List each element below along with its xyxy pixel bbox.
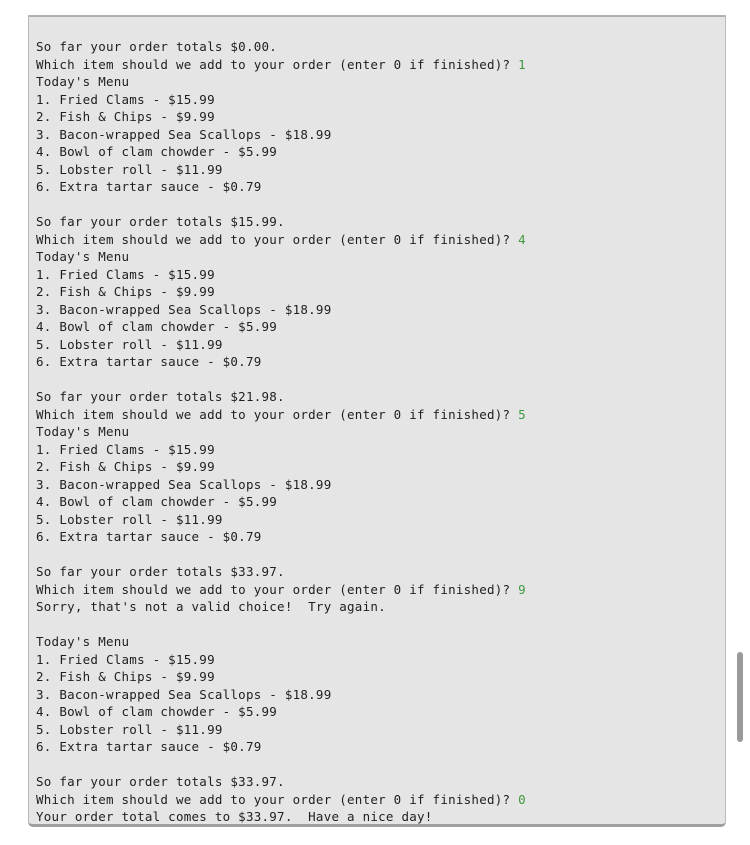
prompt-line	[36, 406, 696, 424]
user-input-value: 1	[518, 56, 526, 72]
output-line: Sorry, that's not a valid choice! Try again.	[36, 599, 386, 614]
output-line: 4. Bowl of clam chowder - $5.99	[36, 494, 278, 509]
output-line: Your order total comes to $33.97. Have a nice day!	[36, 809, 433, 824]
output-line: 2. Fish & Chips - $9.99	[36, 109, 215, 124]
output-line: Today's Menu	[36, 634, 130, 649]
output-line: 2. Fish & Chips - $9.99	[36, 284, 215, 299]
blank-line	[36, 371, 696, 389]
prompt-text: Which item should we add to your order (enter 0 if finished)?	[36, 581, 519, 597]
output-line: 4. Bowl of clam chowder - $5.99	[36, 319, 278, 334]
output-line: 2. Fish & Chips - $9.99	[36, 459, 215, 474]
user-input-value: 9	[518, 581, 526, 597]
output-line: So far your order totals $33.97.	[36, 564, 285, 579]
output-line: 6. Extra tartar sauce - $0.79	[36, 354, 262, 369]
output-line: 1. Fried Clams - $15.99	[36, 651, 215, 667]
prompt-text: Which item should we add to your order (enter 0 if finished)?	[36, 406, 519, 422]
output-line: 3. Bacon-wrapped Sea Scallops - $18.99	[36, 301, 332, 317]
output-line: 1. Fried Clams - $15.99	[36, 91, 215, 107]
scrollbar-thumb[interactable]	[737, 652, 743, 742]
blank-line	[36, 546, 696, 564]
output-line: 5. Lobster roll - $11.99	[36, 336, 223, 352]
output-line: 1. Fried Clams - $15.99	[36, 441, 215, 457]
output-line: So far your order totals $0.00.	[36, 39, 278, 54]
user-input-value: 4	[518, 231, 526, 247]
output-line: So far your order totals $21.98.	[36, 389, 285, 404]
prompt-text: Which item should we add to your order (enter 0 if finished)?	[36, 231, 519, 247]
output-line: 5. Lobster roll - $11.99	[36, 721, 223, 737]
prompt-line	[36, 56, 696, 74]
blank-line	[36, 196, 696, 214]
prompt-line	[36, 791, 696, 809]
blank-line	[36, 756, 696, 774]
output-line: 6. Extra tartar sauce - $0.79	[36, 739, 262, 754]
terminal-output-panel[interactable]	[28, 15, 726, 827]
output-line: 5. Lobster roll - $11.99	[36, 161, 223, 177]
output-line: 5. Lobster roll - $11.99	[36, 511, 223, 527]
output-line: 4. Bowl of clam chowder - $5.99	[36, 144, 278, 159]
output-line: 3. Bacon-wrapped Sea Scallops - $18.99	[36, 476, 332, 492]
user-input-value: 0	[518, 791, 526, 807]
output-line: 3. Bacon-wrapped Sea Scallops - $18.99	[36, 126, 332, 142]
user-input-value: 5	[518, 406, 526, 422]
output-line: 3. Bacon-wrapped Sea Scallops - $18.99	[36, 686, 332, 702]
output-line: 6. Extra tartar sauce - $0.79	[36, 179, 262, 194]
output-line: Today's Menu	[36, 74, 130, 89]
console-transcript	[36, 38, 696, 826]
prompt-line	[36, 581, 696, 599]
blank-line	[36, 616, 696, 634]
output-line: So far your order totals $33.97.	[36, 774, 285, 789]
output-line: So far your order totals $15.99.	[36, 214, 285, 229]
output-line: 4. Bowl of clam chowder - $5.99	[36, 704, 278, 719]
output-line: Today's Menu	[36, 424, 130, 439]
prompt-text: Which item should we add to your order (enter 0 if finished)?	[36, 791, 519, 807]
prompt-line	[36, 231, 696, 249]
output-line: 6. Extra tartar sauce - $0.79	[36, 529, 262, 544]
output-line: Today's Menu	[36, 249, 130, 264]
output-line: 2. Fish & Chips - $9.99	[36, 669, 215, 684]
output-line: 1. Fried Clams - $15.99	[36, 266, 215, 282]
prompt-text: Which item should we add to your order (enter 0 if finished)?	[36, 56, 519, 72]
